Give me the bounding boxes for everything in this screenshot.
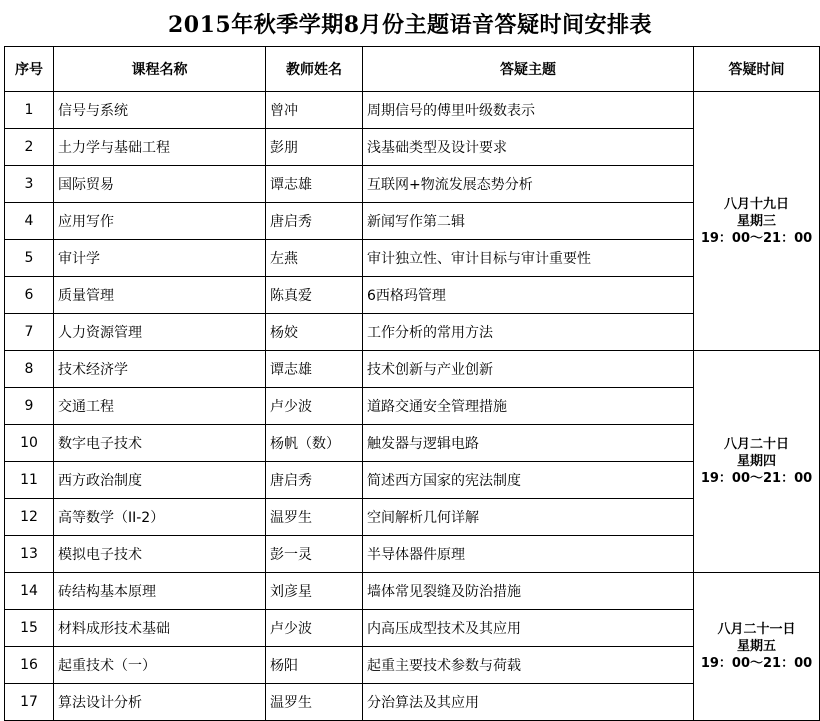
cell-teacher[interactable]: 谭志雄 xyxy=(266,351,363,388)
schedule-table xyxy=(4,46,820,721)
cell-course[interactable]: 模拟电子技术 xyxy=(54,536,266,573)
table-row xyxy=(5,92,820,129)
cell-teacher[interactable]: 刘彦星 xyxy=(266,573,363,610)
cell-teacher[interactable]: 杨阳 xyxy=(266,647,363,684)
cell-topic[interactable]: 起重主要技术参数与荷载 xyxy=(363,647,694,684)
time-weekday: 星期四 xyxy=(736,454,776,469)
time-date: 八月二十一日 xyxy=(717,622,796,637)
cell-no[interactable]: 15 xyxy=(5,610,54,647)
cell-teacher[interactable]: 唐启秀 xyxy=(266,203,363,240)
cell-teacher[interactable]: 彭朋 xyxy=(266,129,363,166)
time-range: 19：00～21：00 xyxy=(700,656,813,671)
cell-topic[interactable]: 分治算法及其应用 xyxy=(363,684,694,721)
header-teacher[interactable]: 教师姓名 xyxy=(266,47,363,92)
cell-topic[interactable]: 周期信号的傅里叶级数表示 xyxy=(363,92,694,129)
cell-no[interactable]: 13 xyxy=(5,536,54,573)
cell-teacher[interactable]: 唐启秀 xyxy=(266,462,363,499)
cell-course[interactable]: 材料成形技术基础 xyxy=(54,610,266,647)
cell-course[interactable]: 技术经济学 xyxy=(54,351,266,388)
cell-no[interactable]: 17 xyxy=(5,684,54,721)
cell-no[interactable]: 2 xyxy=(5,129,54,166)
cell-topic[interactable]: 技术创新与产业创新 xyxy=(363,351,694,388)
cell-course[interactable]: 审计学 xyxy=(54,240,266,277)
header-no[interactable]: 序号 xyxy=(5,47,54,92)
cell-course[interactable]: 交通工程 xyxy=(54,388,266,425)
cell-course[interactable]: 质量管理 xyxy=(54,277,266,314)
time-cell-group-1[interactable] xyxy=(694,92,820,351)
cell-topic[interactable]: 半导体器件原理 xyxy=(363,536,694,573)
cell-no[interactable]: 10 xyxy=(5,425,54,462)
cell-topic[interactable]: 6西格玛管理 xyxy=(363,277,694,314)
cell-topic[interactable]: 工作分析的常用方法 xyxy=(363,314,694,351)
cell-teacher[interactable]: 曾冲 xyxy=(266,92,363,129)
time-date: 八月二十日 xyxy=(723,437,789,452)
table-row xyxy=(5,351,820,388)
table-row xyxy=(5,573,820,610)
cell-course[interactable]: 人力资源管理 xyxy=(54,314,266,351)
cell-course[interactable]: 西方政治制度 xyxy=(54,462,266,499)
cell-teacher[interactable]: 陈真爱 xyxy=(266,277,363,314)
time-weekday: 星期三 xyxy=(736,213,776,229)
cell-teacher[interactable]: 谭志雄 xyxy=(266,166,363,203)
header-course[interactable]: 课程名称 xyxy=(54,47,266,92)
cell-topic[interactable]: 浅基础类型及设计要求 xyxy=(363,129,694,166)
cell-no[interactable]: 1 xyxy=(5,92,54,129)
cell-course[interactable]: 国际贸易 xyxy=(54,166,266,203)
cell-course[interactable]: 土力学与基础工程 xyxy=(54,129,266,166)
cell-no[interactable]: 7 xyxy=(5,314,54,351)
cell-topic[interactable]: 内高压成型技术及其应用 xyxy=(363,610,694,647)
cell-teacher[interactable]: 杨姣 xyxy=(266,314,363,351)
header-time[interactable]: 答疑时间 xyxy=(694,47,820,92)
time-weekday: 星期五 xyxy=(736,639,776,654)
cell-course[interactable]: 数字电子技术 xyxy=(54,425,266,462)
cell-no[interactable]: 6 xyxy=(5,277,54,314)
time-date: 八月十九日 xyxy=(723,196,789,212)
time-range: 19：00～21：00 xyxy=(700,230,813,246)
time-cell-group-2[interactable] xyxy=(694,351,820,573)
header-topic[interactable]: 答疑主题 xyxy=(363,47,694,92)
header-row xyxy=(5,47,820,92)
cell-topic[interactable]: 空间解析几何详解 xyxy=(363,499,694,536)
cell-topic[interactable]: 道路交通安全管理措施 xyxy=(363,388,694,425)
page-title: 2015年秋季学期8月份主题语音答疑时间安排表 xyxy=(167,11,653,38)
cell-no[interactable]: 8 xyxy=(5,351,54,388)
cell-course[interactable]: 高等数学（II-2） xyxy=(54,499,266,536)
cell-no[interactable]: 12 xyxy=(5,499,54,536)
cell-topic[interactable]: 审计独立性、审计目标与审计重要性 xyxy=(363,240,694,277)
cell-teacher[interactable]: 温罗生 xyxy=(266,499,363,536)
cell-teacher[interactable]: 卢少波 xyxy=(266,610,363,647)
cell-teacher[interactable]: 温罗生 xyxy=(266,684,363,721)
cell-topic[interactable]: 简述西方国家的宪法制度 xyxy=(363,462,694,499)
cell-topic[interactable]: 互联网+物流发展态势分析 xyxy=(363,166,694,203)
cell-course[interactable]: 砖结构基本原理 xyxy=(54,573,266,610)
cell-no[interactable]: 4 xyxy=(5,203,54,240)
cell-topic[interactable]: 触发器与逻辑电路 xyxy=(363,425,694,462)
cell-teacher[interactable]: 杨帆（数） xyxy=(266,425,363,462)
cell-no[interactable]: 11 xyxy=(5,462,54,499)
cell-no[interactable]: 16 xyxy=(5,647,54,684)
time-cell-group-3[interactable] xyxy=(694,573,820,721)
cell-teacher[interactable]: 左燕 xyxy=(266,240,363,277)
time-range: 19：00～21：00 xyxy=(700,471,813,486)
cell-course[interactable]: 应用写作 xyxy=(54,203,266,240)
cell-teacher[interactable]: 卢少波 xyxy=(266,388,363,425)
cell-topic[interactable]: 墙体常见裂缝及防治措施 xyxy=(363,573,694,610)
cell-course[interactable]: 算法设计分析 xyxy=(54,684,266,721)
cell-topic[interactable]: 新闻写作第二辑 xyxy=(363,203,694,240)
cell-teacher[interactable]: 彭一灵 xyxy=(266,536,363,573)
cell-no[interactable]: 5 xyxy=(5,240,54,277)
cell-course[interactable]: 信号与系统 xyxy=(54,92,266,129)
cell-course[interactable]: 起重技术（一） xyxy=(54,647,266,684)
cell-no[interactable]: 3 xyxy=(5,166,54,203)
cell-no[interactable]: 14 xyxy=(5,573,54,610)
cell-no[interactable]: 9 xyxy=(5,388,54,425)
